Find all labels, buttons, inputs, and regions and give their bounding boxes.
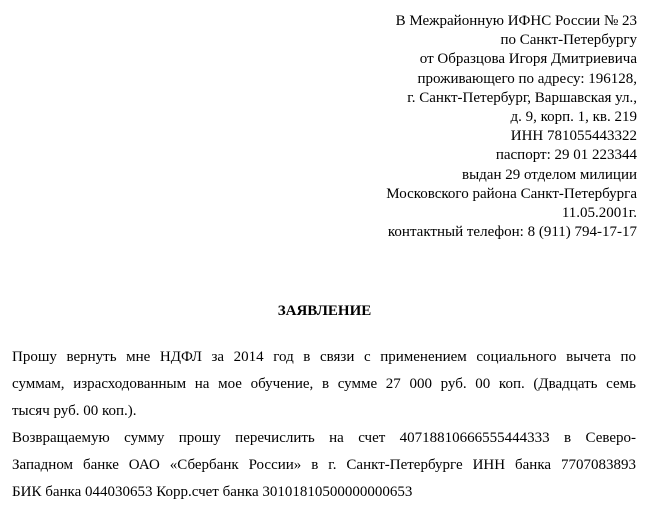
header-line-phone: контактный телефон: 8 (911) 794-17-17 (387, 224, 637, 241)
header-line-issued-district: Московского района Санкт-Петербурга (386, 185, 637, 202)
paragraph-bank-details (12, 425, 636, 506)
body-line: Возвращаемую сумму прошу перечислить на счет 40718810666555444333 в Северо- (12, 430, 636, 446)
header-line-inn: ИНН 781055443322 (510, 128, 637, 145)
body-line: суммам, израсходованным на мое обучение, в сумме 27 000 руб. 00 коп. (Двадцать семь (12, 376, 636, 392)
header-line-issue-date: 11.05.2001г. (561, 205, 637, 222)
header-line-address-house: д. 9, корп. 1, кв. 219 (510, 109, 637, 126)
body-line: тысяч руб. 00 коп.). (12, 403, 137, 419)
header-line-issued-by: выдан 29 отделом милиции (462, 166, 637, 183)
body-line: БИК банка 044030653 Корр.счет банка 30101810500000000653 (12, 484, 413, 500)
addressee-block (217, 12, 637, 242)
paragraph-refund-request (12, 344, 636, 425)
header-line-sender: от Образцова Игоря Дмитриевича (419, 51, 637, 68)
header-line-address-label: проживающего по адресу: 196128, (417, 70, 637, 87)
document-body (12, 344, 636, 506)
document-title: ЗАЯВЛЕНИЕ (277, 303, 372, 319)
body-line: Прошу вернуть мне НДФЛ за 2014 год в связи с применением социального вычета по (12, 349, 636, 365)
header-line-address-city: г. Санкт-Петербург, Варшавская ул., (407, 89, 637, 106)
body-line: Западном банке ОАО «Сбербанк России» в г. Санкт-Петербурге ИНН банка 7707083893 (12, 457, 636, 473)
header-line-recipient-region: по Санкт-Петербургу (500, 32, 637, 49)
header-line-passport: паспорт: 29 01 223344 (495, 147, 637, 164)
header-line-recipient: В Межрайонную ИФНС России № 23 (395, 13, 637, 29)
